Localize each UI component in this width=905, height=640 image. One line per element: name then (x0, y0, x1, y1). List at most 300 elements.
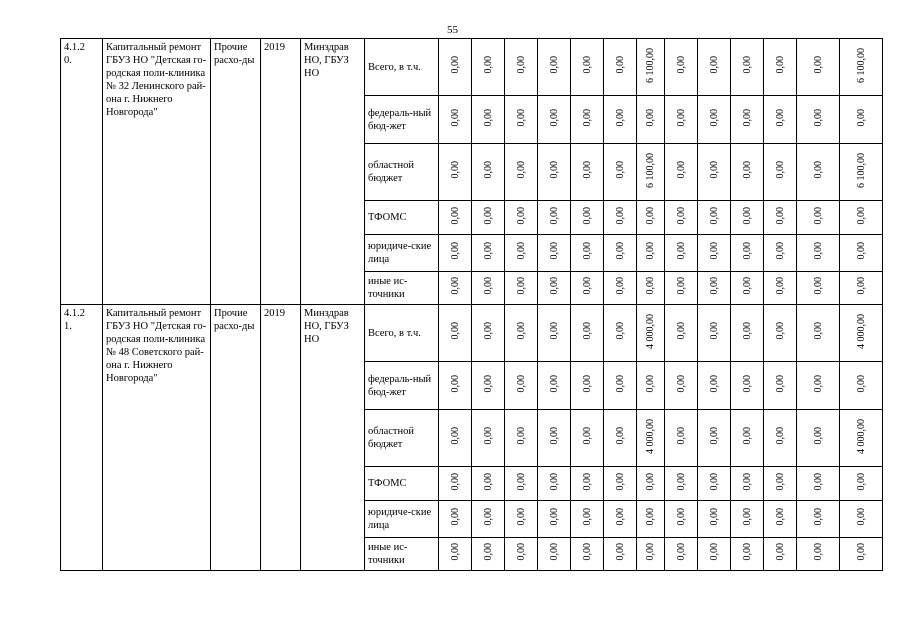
amount-value: 0,00 (855, 277, 867, 295)
amount-cell (505, 538, 538, 571)
amount-value: 0,00 (614, 161, 626, 179)
amount-value: 0,00 (482, 242, 494, 260)
funding-source-label: областной бюджет (365, 144, 439, 201)
amount-value: 0,00 (812, 206, 824, 225)
amount-value: 0,00 (675, 543, 687, 561)
amount-value: 0,00 (741, 322, 753, 340)
amount-value: 0,00 (855, 374, 867, 393)
amount-cell (604, 538, 637, 571)
amount-value: 0,00 (449, 161, 461, 179)
funding-source-label: Всего, в т.ч. (365, 305, 439, 362)
amount-cell (439, 272, 472, 305)
amount-value: 0,00 (774, 322, 786, 340)
amount-cell (698, 538, 731, 571)
amount-cell (604, 362, 637, 410)
amount-cell (840, 201, 883, 235)
amount-value: 0,00 (774, 206, 786, 225)
amount-value: 0,00 (515, 322, 527, 340)
amount-cell (538, 410, 571, 467)
amount-cell (840, 96, 883, 144)
amount-cell (840, 410, 883, 467)
amount-value: 0,00 (548, 56, 560, 74)
amount-cell (604, 96, 637, 144)
amount-cell (571, 96, 604, 144)
amount-cell (731, 235, 764, 272)
amount-cell (764, 235, 797, 272)
amount-cell (571, 467, 604, 501)
amount-value: 0,00 (548, 277, 560, 295)
amount-value: 0,00 (482, 508, 494, 526)
amount-value: 0,00 (449, 242, 461, 260)
amount-cell (797, 201, 840, 235)
amount-value: 0,00 (482, 543, 494, 561)
amount-cell (698, 96, 731, 144)
amount-cell (472, 39, 505, 96)
amount-value: 0,00 (449, 56, 461, 74)
amount-cell (538, 144, 571, 201)
amount-cell (505, 272, 538, 305)
amount-value: 0,00 (548, 508, 560, 526)
amount-cell (439, 501, 472, 538)
amount-value: 0,00 (741, 206, 753, 225)
amount-value: 4 000,00 (855, 418, 867, 454)
amount-cell (604, 39, 637, 96)
amount-value: 0,00 (645, 277, 656, 295)
amount-cell (698, 501, 731, 538)
measure-name: Капитальный ремонт ГБУЗ НО "Детская го-родская поли-клиника № 48 Советского рай-она г. Нижнего Новгорода" (103, 305, 211, 571)
funding-source-label: ТФОМС (365, 201, 439, 235)
amount-value: 0,00 (614, 206, 626, 225)
amount-value: 0,00 (708, 242, 720, 260)
amount-cell (665, 235, 698, 272)
amount-cell (637, 272, 665, 305)
amount-cell (665, 272, 698, 305)
amount-value: 0,00 (812, 543, 824, 561)
amount-cell (797, 501, 840, 538)
funding-source-label: юридиче-ские лица (365, 501, 439, 538)
amount-value: 0,00 (581, 322, 593, 340)
amount-cell (698, 201, 731, 235)
amount-cell (538, 467, 571, 501)
amount-value: 0,00 (482, 322, 494, 340)
funding-source-label: юридиче-ские лица (365, 235, 439, 272)
amount-cell (764, 96, 797, 144)
amount-value: 0,00 (614, 56, 626, 74)
amount-value: 0,00 (812, 322, 824, 340)
amount-cell (538, 272, 571, 305)
amount-cell (764, 201, 797, 235)
amount-value: 0,00 (515, 277, 527, 295)
amount-cell (637, 501, 665, 538)
amount-value: 0,00 (645, 108, 656, 127)
amount-value: 0,00 (675, 56, 687, 74)
amount-cell (840, 362, 883, 410)
amount-value: 0,00 (675, 108, 687, 127)
table-row (61, 39, 883, 96)
amount-cell (840, 467, 883, 501)
amount-value: 0,00 (548, 543, 560, 561)
amount-cell (439, 96, 472, 144)
amount-cell (665, 362, 698, 410)
amount-cell (472, 362, 505, 410)
amount-value: 0,00 (855, 508, 867, 526)
amount-cell (439, 144, 472, 201)
amount-cell (764, 410, 797, 467)
amount-cell (538, 362, 571, 410)
amount-value: 0,00 (741, 543, 753, 561)
amount-value: 0,00 (482, 161, 494, 179)
amount-cell (637, 410, 665, 467)
amount-value: 0,00 (675, 374, 687, 393)
amount-value: 0,00 (812, 108, 824, 127)
amount-cell (797, 144, 840, 201)
amount-cell (604, 201, 637, 235)
amount-value: 0,00 (675, 277, 687, 295)
amount-cell (571, 501, 604, 538)
amount-value: 0,00 (581, 277, 593, 295)
amount-cell (637, 96, 665, 144)
amount-cell (604, 410, 637, 467)
amount-value: 0,00 (741, 508, 753, 526)
amount-value: 0,00 (812, 277, 824, 295)
amount-cell (472, 538, 505, 571)
amount-value: 0,00 (741, 56, 753, 74)
amount-cell (637, 201, 665, 235)
amount-cell (665, 144, 698, 201)
amount-value: 0,00 (708, 108, 720, 127)
amount-cell (665, 39, 698, 96)
amount-cell (571, 538, 604, 571)
amount-value: 0,00 (675, 427, 687, 445)
amount-value: 0,00 (675, 161, 687, 179)
amount-value: 0,00 (515, 508, 527, 526)
amount-value: 0,00 (482, 108, 494, 127)
budget-table (60, 38, 883, 571)
amount-value: 0,00 (449, 508, 461, 526)
amount-value: 0,00 (675, 242, 687, 260)
amount-cell (840, 305, 883, 362)
amount-cell (665, 538, 698, 571)
amount-cell (472, 96, 505, 144)
amount-cell (604, 467, 637, 501)
amount-cell (571, 144, 604, 201)
amount-cell (698, 272, 731, 305)
amount-cell (505, 410, 538, 467)
amount-value: 0,00 (614, 322, 626, 340)
amount-value: 0,00 (548, 242, 560, 260)
amount-cell (505, 305, 538, 362)
amount-value: 0,00 (675, 206, 687, 225)
amount-cell (538, 538, 571, 571)
amount-value: 0,00 (774, 374, 786, 393)
amount-value: 0,00 (675, 472, 687, 491)
amount-cell (571, 410, 604, 467)
amount-cell (637, 538, 665, 571)
amount-value: 0,00 (548, 472, 560, 491)
amount-cell (439, 538, 472, 571)
amount-value: 0,00 (741, 427, 753, 445)
amount-value: 0,00 (581, 508, 593, 526)
amount-cell (472, 235, 505, 272)
amount-value: 0,00 (855, 543, 867, 561)
amount-cell (840, 39, 883, 96)
funding-source-label: Всего, в т.ч. (365, 39, 439, 96)
amount-cell (731, 362, 764, 410)
measure-category: Прочие расхо-ды (211, 305, 261, 571)
amount-value: 0,00 (812, 374, 824, 393)
amount-cell (439, 39, 472, 96)
amount-value: 0,00 (548, 322, 560, 340)
amount-value: 0,00 (548, 108, 560, 127)
amount-cell (472, 410, 505, 467)
amount-cell (797, 410, 840, 467)
amount-cell (439, 305, 472, 362)
amount-cell (731, 96, 764, 144)
amount-value: 6 100,00 (645, 47, 656, 83)
amount-cell (439, 467, 472, 501)
amount-value: 0,00 (482, 206, 494, 225)
funding-source-label: иные ис-точники (365, 538, 439, 571)
amount-value: 0,00 (581, 56, 593, 74)
amount-cell (698, 362, 731, 410)
amount-cell (637, 305, 665, 362)
amount-cell (698, 305, 731, 362)
amount-value: 4 000,00 (855, 313, 867, 349)
amount-cell (797, 39, 840, 96)
amount-cell (797, 272, 840, 305)
measure-executor: Минздрав НО, ГБУЗ НО (301, 305, 365, 571)
measure-code: 4.1.2 1. (61, 305, 103, 571)
amount-value: 0,00 (449, 108, 461, 127)
amount-value: 0,00 (774, 161, 786, 179)
amount-cell (764, 362, 797, 410)
amount-value: 0,00 (855, 472, 867, 491)
table-row (61, 305, 883, 362)
amount-value: 0,00 (812, 161, 824, 179)
amount-cell (505, 39, 538, 96)
amount-value: 0,00 (581, 108, 593, 127)
amount-value: 0,00 (708, 161, 720, 179)
amount-value: 0,00 (515, 108, 527, 127)
amount-cell (764, 272, 797, 305)
amount-cell (538, 501, 571, 538)
amount-value: 0,00 (812, 56, 824, 74)
amount-value: 0,00 (741, 108, 753, 127)
amount-value: 0,00 (614, 543, 626, 561)
amount-cell (439, 410, 472, 467)
amount-value: 0,00 (449, 543, 461, 561)
funding-source-label: областной бюджет (365, 410, 439, 467)
amount-value: 4 000,00 (645, 418, 656, 454)
amount-cell (698, 39, 731, 96)
amount-cell (604, 235, 637, 272)
amount-value: 0,00 (812, 472, 824, 491)
amount-cell (764, 305, 797, 362)
amount-cell (472, 501, 505, 538)
amount-cell (764, 538, 797, 571)
amount-cell (439, 362, 472, 410)
amount-value: 0,00 (708, 56, 720, 74)
amount-value: 0,00 (774, 472, 786, 491)
amount-cell (698, 144, 731, 201)
amount-cell (538, 201, 571, 235)
funding-source-label: ТФОМС (365, 467, 439, 501)
amount-value: 4 000,00 (645, 313, 656, 349)
amount-cell (764, 144, 797, 201)
page-number: 55 (447, 24, 458, 36)
amount-value: 0,00 (774, 543, 786, 561)
amount-value: 0,00 (614, 374, 626, 393)
amount-value: 0,00 (482, 472, 494, 491)
amount-cell (797, 96, 840, 144)
amount-value: 6 100,00 (855, 47, 867, 83)
measure-executor: Минздрав НО, ГБУЗ НО (301, 39, 365, 305)
amount-cell (604, 272, 637, 305)
amount-cell (698, 235, 731, 272)
amount-cell (698, 467, 731, 501)
amount-value: 0,00 (645, 374, 656, 393)
amount-value: 0,00 (581, 543, 593, 561)
amount-cell (840, 501, 883, 538)
amount-value: 0,00 (515, 427, 527, 445)
amount-value: 0,00 (645, 242, 656, 260)
amount-cell (505, 501, 538, 538)
amount-value: 0,00 (614, 472, 626, 491)
amount-value: 0,00 (855, 206, 867, 225)
amount-cell (505, 467, 538, 501)
amount-value: 0,00 (708, 322, 720, 340)
amount-value: 0,00 (645, 472, 656, 491)
funding-source-label: федераль-ный бюд-жет (365, 362, 439, 410)
amount-cell (731, 144, 764, 201)
amount-cell (665, 201, 698, 235)
amount-cell (604, 501, 637, 538)
amount-cell (637, 362, 665, 410)
amount-value: 0,00 (482, 374, 494, 393)
amount-cell (472, 272, 505, 305)
amount-value: 0,00 (581, 472, 593, 491)
amount-cell (571, 272, 604, 305)
measure-year: 2019 (261, 305, 301, 571)
amount-cell (505, 144, 538, 201)
amount-value: 6 100,00 (855, 152, 867, 188)
amount-value: 0,00 (614, 242, 626, 260)
amount-cell (472, 201, 505, 235)
amount-cell (840, 538, 883, 571)
amount-cell (764, 39, 797, 96)
amount-value: 0,00 (581, 161, 593, 179)
amount-cell (604, 305, 637, 362)
amount-value: 0,00 (741, 277, 753, 295)
amount-cell (731, 538, 764, 571)
amount-cell (505, 362, 538, 410)
amount-value: 0,00 (675, 322, 687, 340)
amount-cell (731, 305, 764, 362)
amount-value: 0,00 (449, 374, 461, 393)
amount-value: 0,00 (774, 427, 786, 445)
amount-cell (439, 201, 472, 235)
amount-cell (665, 305, 698, 362)
amount-cell (505, 201, 538, 235)
amount-value: 0,00 (482, 56, 494, 74)
amount-cell (637, 144, 665, 201)
amount-cell (505, 235, 538, 272)
amount-cell (571, 201, 604, 235)
amount-cell (665, 410, 698, 467)
amount-cell (731, 501, 764, 538)
amount-value: 0,00 (614, 277, 626, 295)
amount-value: 0,00 (449, 472, 461, 491)
amount-value: 0,00 (741, 472, 753, 491)
measure-name: Капитальный ремонт ГБУЗ НО "Детская го-родская поли-клиника № 32 Ленинского рай-она г. Нижнего Новгорода" (103, 39, 211, 305)
amount-value: 0,00 (614, 508, 626, 526)
amount-cell (797, 305, 840, 362)
amount-value: 6 100,00 (645, 152, 656, 188)
amount-value: 0,00 (774, 56, 786, 74)
amount-cell (665, 96, 698, 144)
amount-value: 0,00 (708, 206, 720, 225)
amount-cell (840, 272, 883, 305)
amount-value: 0,00 (741, 374, 753, 393)
amount-value: 0,00 (548, 206, 560, 225)
amount-cell (731, 39, 764, 96)
amount-value: 0,00 (581, 374, 593, 393)
amount-value: 0,00 (708, 374, 720, 393)
amount-cell (731, 272, 764, 305)
amount-value: 0,00 (515, 161, 527, 179)
amount-value: 0,00 (741, 161, 753, 179)
amount-value: 0,00 (645, 508, 656, 526)
amount-value: 0,00 (708, 508, 720, 526)
funding-source-label: федераль-ный бюд-жет (365, 96, 439, 144)
amount-value: 0,00 (774, 108, 786, 127)
amount-value: 0,00 (855, 242, 867, 260)
amount-value: 0,00 (449, 427, 461, 445)
amount-value: 0,00 (675, 508, 687, 526)
amount-cell (472, 467, 505, 501)
amount-value: 0,00 (614, 108, 626, 127)
amount-value: 0,00 (515, 206, 527, 225)
amount-cell (731, 201, 764, 235)
amount-value: 0,00 (812, 508, 824, 526)
amount-cell (571, 39, 604, 96)
amount-value: 0,00 (774, 242, 786, 260)
amount-value: 0,00 (449, 206, 461, 225)
amount-value: 0,00 (515, 374, 527, 393)
amount-value: 0,00 (645, 543, 656, 561)
amount-cell (731, 467, 764, 501)
amount-value: 0,00 (708, 427, 720, 445)
amount-cell (604, 144, 637, 201)
measure-code: 4.1.2 0. (61, 39, 103, 305)
amount-cell (439, 235, 472, 272)
amount-cell (637, 467, 665, 501)
amount-value: 0,00 (645, 206, 656, 225)
amount-cell (797, 362, 840, 410)
amount-cell (505, 96, 538, 144)
amount-value: 0,00 (741, 242, 753, 260)
amount-cell (472, 144, 505, 201)
amount-cell (571, 305, 604, 362)
amount-value: 0,00 (482, 427, 494, 445)
amount-value: 0,00 (581, 206, 593, 225)
amount-cell (637, 235, 665, 272)
amount-value: 0,00 (708, 472, 720, 491)
amount-cell (538, 305, 571, 362)
amount-value: 0,00 (855, 108, 867, 127)
amount-cell (665, 467, 698, 501)
amount-cell (538, 96, 571, 144)
